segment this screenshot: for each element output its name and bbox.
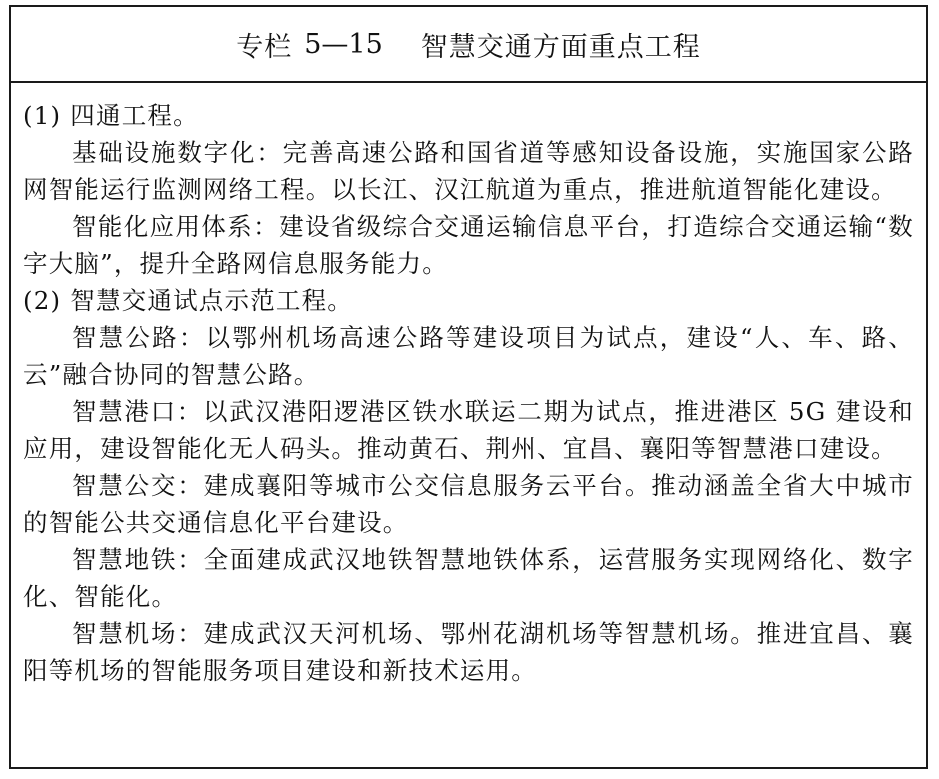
paragraph-smart-bus: 智慧公交：建成襄阳等城市公交信息服务云平台。推动涵盖全省大中城市的智能公共交通信息化平台建设。	[23, 471, 914, 537]
paragraph-intelligent-application-system: 智能化应用体系：建设省级综合交通运输信息平台，打造综合交通运输“数字大脑”，提升全路网信息服务能力。	[23, 212, 914, 278]
section-heading-1: (1) 四通工程。	[23, 101, 199, 130]
box-title	[11, 7, 926, 83]
feature-box	[9, 5, 928, 769]
title-number: 5—15	[304, 28, 383, 60]
box-content	[11, 83, 926, 689]
paragraph-smart-port: 智慧港口：以武汉港阳逻港区铁水联运二期为试点，推进港区 5G 建设和应用，建设智能化无人码头。推动黄石、荆州、宜昌、襄阳等智慧港口建设。	[23, 397, 914, 463]
paragraph-smart-metro: 智慧地铁：全面建成武汉地铁智慧地铁体系，运营服务实现网络化、数字化、智能化。	[23, 545, 914, 611]
paragraph-infrastructure-digitization: 基础设施数字化：完善高速公路和国省道等感知设备设施，实施国家公路网智能运行监测网络工程。以长江、汉江航道为重点，推进航道智能化建设。	[23, 138, 914, 204]
title-prefix: 专栏	[236, 31, 293, 63]
title-main: 智慧交通方面重点工程	[420, 31, 701, 63]
paragraph-smart-highway: 智慧公路：以鄂州机场高速公路等建设项目为试点，建设“人、车、路、云”融合协同的智慧公路。	[23, 323, 914, 389]
paragraph-smart-airport: 智慧机场：建成武汉天河机场、鄂州花湖机场等智慧机场。推进宜昌、襄阳等机场的智能服务项目建设和新技术运用。	[23, 619, 914, 685]
section-heading-2: (2) 智慧交通试点示范工程。	[23, 286, 353, 315]
